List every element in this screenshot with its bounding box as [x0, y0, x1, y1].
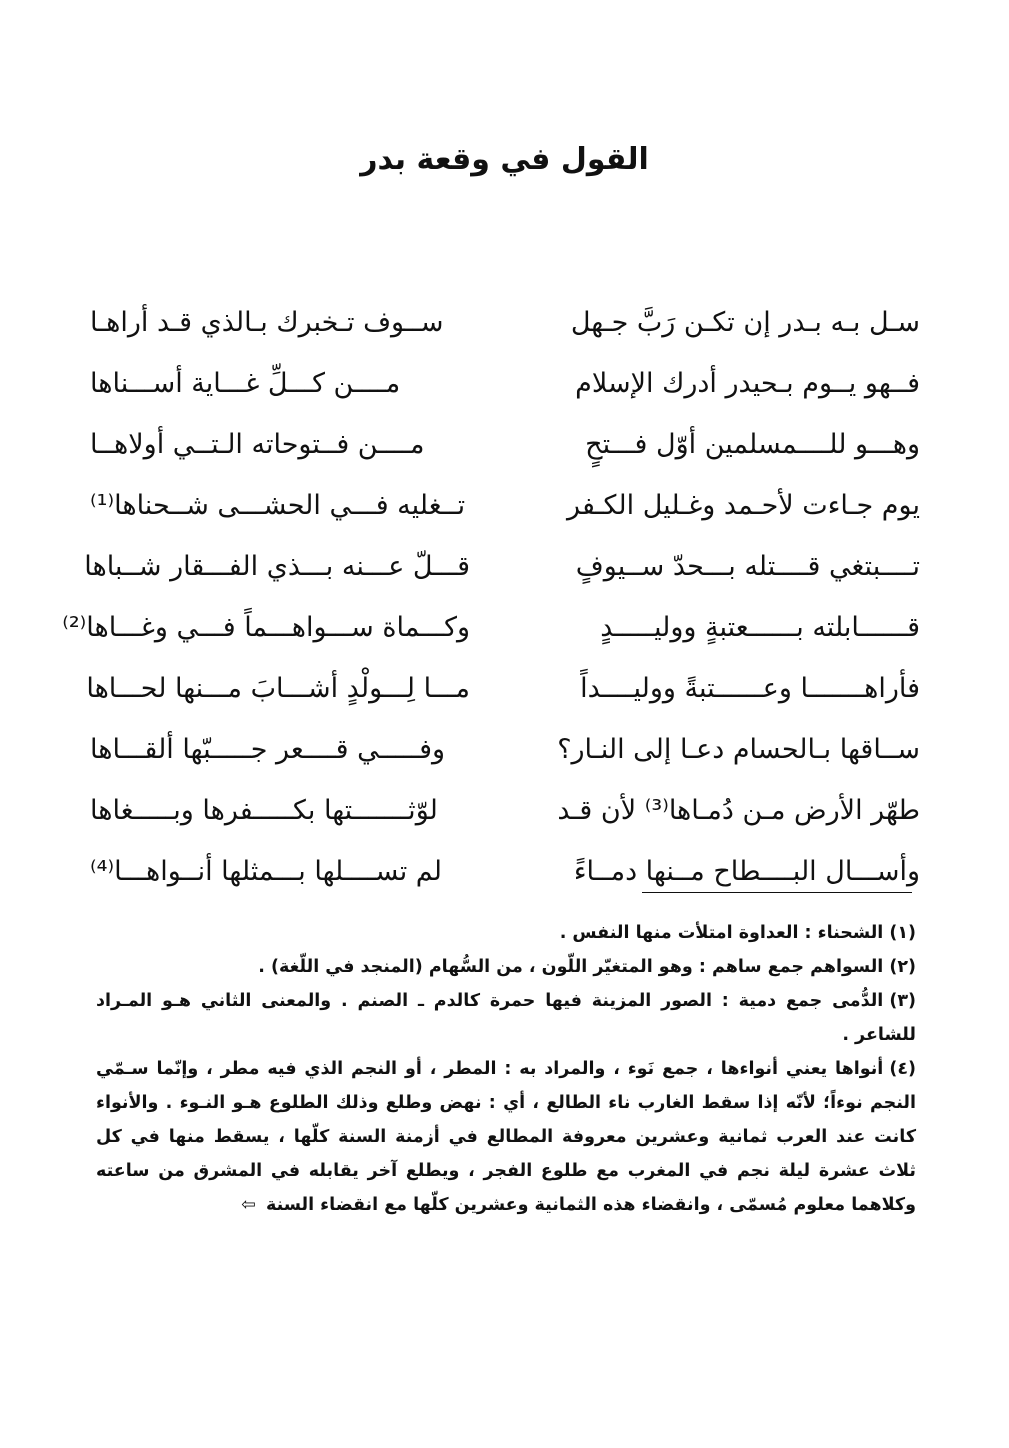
verse-second-hemistich: وكـــماة ســـواهـــماً فـــي وغـــاها⁽²⁾ — [62, 611, 470, 643]
verse-first-hemistich: سـل بـه بـدر إن تكـن رَبَّ جـهل — [570, 306, 920, 338]
verse — [62, 597, 920, 658]
verse — [90, 475, 920, 536]
verse-first-hemistich: طهّر الأرض مـن دُمـاها⁽³⁾ لأن قـد — [557, 794, 920, 826]
footnotes — [96, 916, 916, 1222]
footnote-text: أنواها يعني أنواءها ، جمع نَوء ، والمراد به : المطر ، أو النجم الذي فيه مطر ، وإنّما سـمّي النجم نوءاً؛ لأنّه إذا سقط الغارب ناء الطالع ، أي : نهض وطلع وذلك الطلوع هـو النـوء . والأنواء كانت عند العرب ثمانية وعشرين معروفة المطالع في أزمنة السنة كلّها ، يسقط منها في كل ثلاث عشرة ليلة نجم في المغرب مع طلوع الفجر ، ويطلع آخر يقابله في المشرق من ساعته وكلاهما معلوم مُسمّى ، وانقضاء هذه الثمانية وعشرين كلّها مع انقضاء السنة — [96, 1059, 916, 1215]
verse-second-hemistich: لم تســــلها بـــمثلها أنــواهـــا⁽⁴⁾ — [90, 855, 442, 887]
poem — [62, 292, 920, 902]
footnote-separator — [642, 892, 912, 893]
verse-first-hemistich: وهـــو للــــمسلمين أوّل فـــتحٍ — [585, 428, 920, 460]
verse-second-hemistich: مــــن كـــلِّ غـــاية أســـناها — [90, 367, 401, 399]
verse-first-hemistich: فــهو يــوم بـحيدر أدرك الإسلام — [575, 367, 920, 399]
verse — [90, 414, 920, 475]
footnote — [96, 916, 916, 950]
verse-second-hemistich: مـــا لِـــولْدٍ أشـــابَ مـــنها لحـــاها — [86, 672, 470, 704]
continuation-arrow-icon: ⇦ — [241, 1195, 256, 1215]
verse-second-hemistich: لوّثـــــــتها بكـــــفرها وبـــــغاها — [90, 794, 438, 826]
verse — [86, 658, 920, 719]
verse-second-hemistich: مــــن فــتوحاته الـتــي أولاهــا — [90, 428, 425, 460]
verse-first-hemistich: وأســـال البــــطاح مــنها دمــاءً — [573, 855, 920, 887]
footnote-text: السواهم جمع ساهم : وهو المتغيّر اللّون ، من السُّهام (المنجد في اللّغة) . — [258, 957, 884, 977]
footnote-text: الدُّمى جمع دمية : الصور المزينة فيها حمرة كالدم ـ الصنم . والمعنى الثاني هـو المـراد للشاعر . — [96, 991, 916, 1045]
verse-first-hemistich: تــــبتغي قــــتله بـــحدّ ســيوفٍ — [575, 550, 920, 582]
verse-second-hemistich: وفـــــي قــــعر جـــــبّها ألقـــاها — [90, 733, 446, 765]
verse-second-hemistich: ســوف تـخبرك بـالذي قـد أراهـا — [90, 306, 444, 338]
footnote — [96, 1052, 916, 1222]
footnote-number: (١) — [889, 923, 916, 943]
verse-second-hemistich: تــغليه فـــي الحشـــى شــحناها⁽¹⁾ — [90, 489, 466, 521]
verse-first-hemistich: قــــــابلته بــــــعتبةٍ ووليـــــدٍ — [600, 611, 920, 643]
verse-first-hemistich: ســاقها بـالحسام دعـا إلى النـار؟ — [557, 733, 920, 765]
verse — [90, 353, 920, 414]
footnote — [96, 950, 916, 984]
verse — [84, 536, 920, 597]
footnote — [96, 984, 916, 1052]
verse — [90, 780, 920, 841]
footnote-number: (٤) — [889, 1059, 916, 1079]
verse — [90, 292, 920, 353]
verse-first-hemistich: يوم جـاءت لأحـمد وغـليل الكـفر — [567, 489, 920, 521]
verse-second-hemistich: قـــلّ عـــنه بـــذي الفـــقار شــباها — [84, 550, 470, 582]
verse-first-hemistich: فأراهـــــــا وعــــــتبةً ووليــــداً — [580, 672, 920, 704]
footnote-number: (٣) — [889, 991, 916, 1011]
verse — [90, 719, 920, 780]
footnote-text: الشحناء : العداوة امتلأت منها النفس . — [559, 923, 884, 943]
page-title: القول في وقعة بدر — [360, 142, 649, 177]
footnote-number: (٢) — [889, 957, 916, 977]
